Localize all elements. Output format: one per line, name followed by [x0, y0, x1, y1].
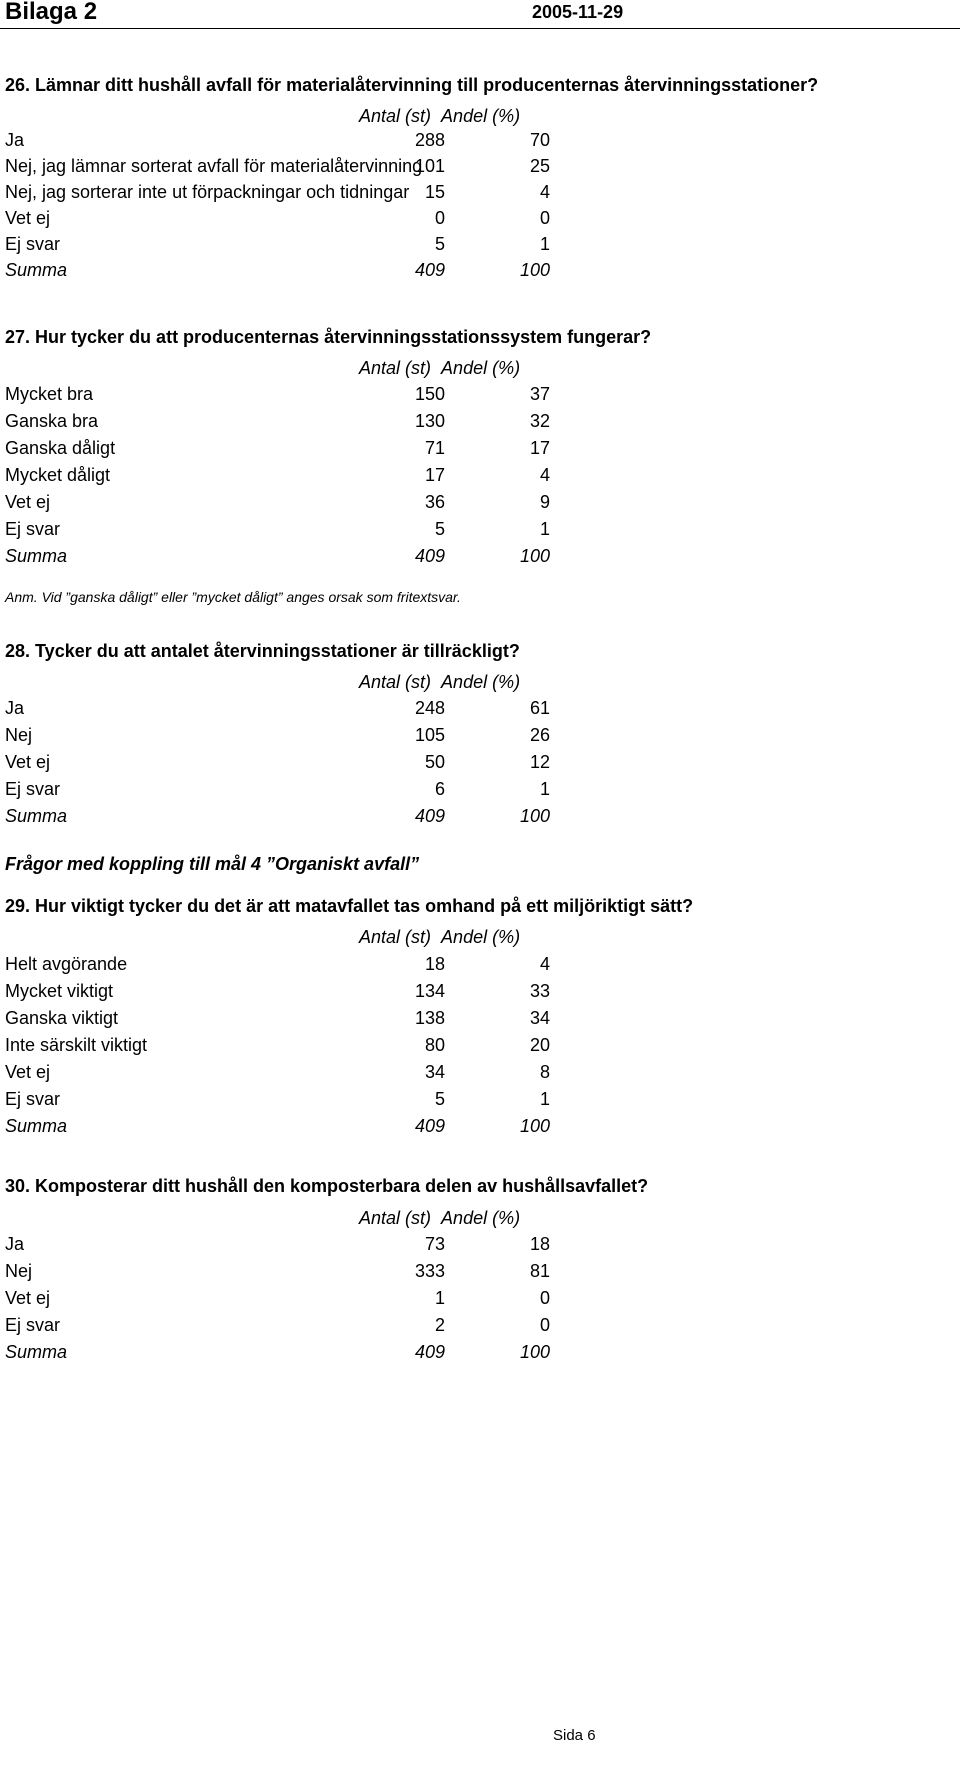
row-label: Mycket bra [5, 384, 94, 404]
column-headers [359, 105, 549, 127]
row-percent: 26 [529, 725, 550, 745]
row-count: 105 [414, 725, 445, 745]
question-title: 26. Lämnar ditt hushåll avfall för materialåtervinning till producenternas återvinningsstationer? [5, 75, 819, 95]
row-label: Vet ej [5, 1062, 51, 1082]
summary-row [0, 1341, 600, 1367]
row-count: 138 [414, 1008, 445, 1028]
row-label: Mycket dåligt [5, 465, 111, 485]
row-label: Ej svar [5, 519, 61, 539]
row-percent: 1 [539, 234, 550, 254]
row-count: 0 [434, 208, 445, 228]
row-percent: 1 [539, 1089, 550, 1109]
summary-row [0, 805, 600, 831]
row-label: Nej, jag lämnar sorterat avfall för materialåtervinning [5, 156, 423, 176]
row-percent: 12 [529, 752, 550, 772]
table-row [0, 1287, 600, 1313]
row-percent: 100 [519, 546, 550, 566]
column-header-percent: Andel (%) [441, 927, 521, 947]
row-count: 409 [414, 1342, 445, 1362]
row-percent: 1 [539, 779, 550, 799]
page-number: Sida 6 [553, 1727, 596, 1744]
row-count: 5 [434, 519, 445, 539]
row-percent: 17 [529, 438, 550, 458]
column-header-percent: Andel (%) [441, 358, 521, 378]
row-label: Helt avgörande [5, 954, 128, 974]
row-count: 134 [414, 981, 445, 1001]
table-row [0, 751, 600, 777]
row-count: 101 [414, 156, 445, 176]
row-count: 18 [424, 954, 445, 974]
row-count: 333 [414, 1261, 445, 1281]
column-headers [359, 671, 549, 693]
row-label: Ej svar [5, 1089, 61, 1109]
row-label: Nej, jag sorterar inte ut förpackningar och tidningar [5, 182, 410, 202]
row-percent: 4 [539, 182, 550, 202]
row-percent: 25 [529, 156, 550, 176]
column-header-percent: Andel (%) [441, 106, 521, 126]
row-label: Nej [5, 1261, 33, 1281]
row-label: Ganska bra [5, 411, 99, 431]
row-count: 73 [424, 1234, 445, 1254]
row-label: Vet ej [5, 1288, 51, 1308]
column-headers [359, 926, 549, 948]
row-label: Ej svar [5, 779, 61, 799]
row-label: Inte särskilt viktigt [5, 1035, 148, 1055]
row-count: 5 [434, 1089, 445, 1109]
row-percent: 20 [529, 1035, 550, 1055]
row-count: 17 [424, 465, 445, 485]
row-label: Vet ej [5, 492, 51, 512]
row-percent: 8 [539, 1062, 550, 1082]
row-count: 71 [424, 438, 445, 458]
row-count: 409 [414, 806, 445, 826]
table-row [0, 1061, 600, 1087]
table-row [0, 464, 600, 490]
table-row [0, 980, 600, 1006]
table-row [0, 778, 600, 804]
row-percent: 18 [529, 1234, 550, 1254]
row-count: 248 [414, 698, 445, 718]
row-count: 2 [434, 1315, 445, 1335]
column-header-count: Antal (st) [359, 1208, 432, 1228]
row-label: Ganska dåligt [5, 438, 116, 458]
row-percent: 100 [519, 260, 550, 280]
table-row [0, 697, 600, 723]
row-label: Ganska viktigt [5, 1008, 119, 1028]
row-count: 50 [424, 752, 445, 772]
table-row [0, 129, 600, 155]
row-percent: 1 [539, 519, 550, 539]
question-title: 27. Hur tycker du att producenternas återvinningsstationssystem fungerar? [5, 327, 652, 347]
table-row [0, 724, 600, 750]
row-percent: 100 [519, 1342, 550, 1362]
row-count: 130 [414, 411, 445, 431]
row-percent: 0 [539, 208, 550, 228]
row-count: 80 [424, 1035, 445, 1055]
row-label: Vet ej [5, 208, 51, 228]
header-date: 2005-11-29 [532, 2, 624, 22]
row-percent: 0 [539, 1315, 550, 1335]
row-percent: 32 [529, 411, 550, 431]
table-row [0, 953, 600, 979]
header-divider [0, 28, 960, 29]
column-header-percent: Andel (%) [441, 672, 521, 692]
table-row [0, 1088, 600, 1114]
column-header-count: Antal (st) [359, 358, 432, 378]
table-row [0, 410, 600, 436]
row-percent: 100 [519, 1116, 550, 1136]
row-label: Ej svar [5, 1315, 61, 1335]
row-label: Nej [5, 725, 33, 745]
row-count: 409 [414, 1116, 445, 1136]
row-percent: 9 [539, 492, 550, 512]
row-percent: 4 [539, 465, 550, 485]
table-row [0, 1314, 600, 1340]
section-subheading: Frågor med koppling till mål 4 ”Organiskt avfall” [5, 854, 420, 874]
row-label: Summa [5, 546, 68, 566]
question-title: 28. Tycker du att antalet återvinningsstationer är tillräckligt? [5, 641, 520, 661]
row-percent: 37 [529, 384, 550, 404]
row-percent: 61 [529, 698, 550, 718]
row-count: 36 [424, 492, 445, 512]
row-count: 5 [434, 234, 445, 254]
row-label: Ja [5, 130, 25, 150]
row-percent: 81 [529, 1261, 550, 1281]
column-header-count: Antal (st) [359, 927, 432, 947]
table-row [0, 1260, 600, 1286]
summary-row [0, 259, 600, 285]
row-label: Vet ej [5, 752, 51, 772]
row-count: 150 [414, 384, 445, 404]
column-header-percent: Andel (%) [441, 1208, 521, 1228]
column-header-count: Antal (st) [359, 672, 432, 692]
row-percent: 34 [529, 1008, 550, 1028]
row-percent: 70 [529, 130, 550, 150]
table-row [0, 207, 600, 233]
row-count: 6 [434, 779, 445, 799]
table-row [0, 155, 600, 181]
table-row [0, 233, 600, 259]
table-row [0, 1233, 600, 1259]
row-percent: 4 [539, 954, 550, 974]
row-label: Summa [5, 806, 68, 826]
row-count: 288 [414, 130, 445, 150]
question-title: 29. Hur viktigt tycker du det är att matavfallet tas omhand på ett miljöriktigt sätt? [5, 896, 694, 916]
row-label: Summa [5, 260, 68, 280]
row-count: 409 [414, 546, 445, 566]
column-headers [359, 357, 549, 379]
row-percent: 0 [539, 1288, 550, 1308]
table-row [0, 437, 600, 463]
column-header-count: Antal (st) [359, 106, 432, 126]
row-count: 1 [434, 1288, 445, 1308]
row-label: Summa [5, 1116, 68, 1136]
summary-row [0, 1115, 600, 1141]
footnote: Anm. Vid ”ganska dåligt” eller ”mycket dåligt” anges orsak som fritextsvar. [5, 589, 461, 605]
question-title: 30. Komposterar ditt hushåll den komposterbara delen av hushållsavfallet? [5, 1176, 649, 1196]
summary-row [0, 545, 600, 571]
table-row [0, 1007, 600, 1033]
row-label: Summa [5, 1342, 68, 1362]
row-count: 409 [414, 260, 445, 280]
table-row [0, 491, 600, 517]
row-label: Ej svar [5, 234, 61, 254]
table-row [0, 383, 600, 409]
column-headers [359, 1207, 549, 1229]
table-row [0, 518, 600, 544]
row-count: 34 [424, 1062, 445, 1082]
row-label: Ja [5, 698, 25, 718]
table-row [0, 1034, 600, 1060]
table-row [0, 181, 600, 207]
row-count: 15 [424, 182, 445, 202]
row-label: Ja [5, 1234, 25, 1254]
row-label: Mycket viktigt [5, 981, 114, 1001]
row-percent: 33 [529, 981, 550, 1001]
page-header-title: Bilaga 2 [5, 0, 98, 25]
row-percent: 100 [519, 806, 550, 826]
